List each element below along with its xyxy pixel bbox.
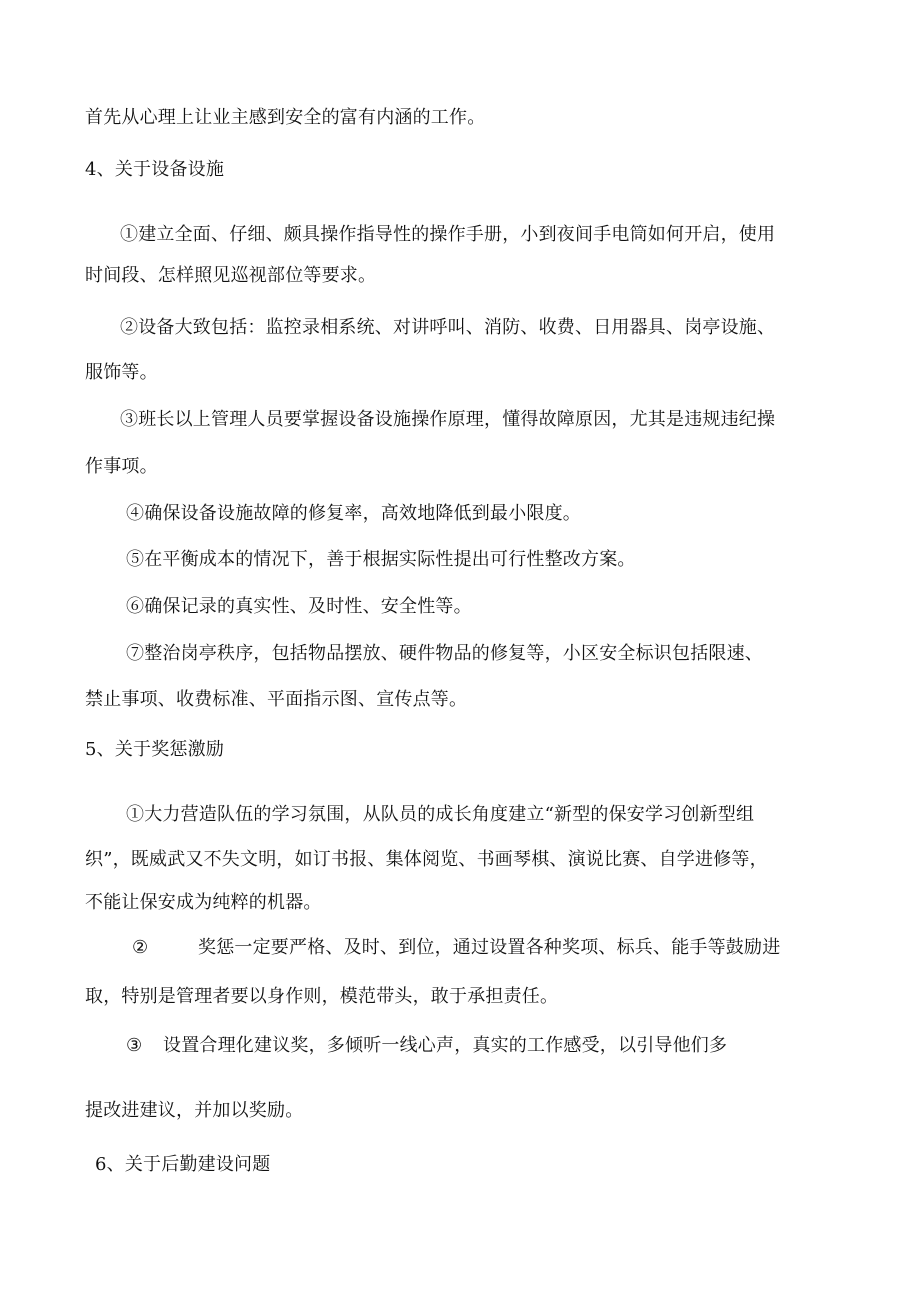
equipment-item-2-line-1: ②设备大致包括：监控录相系统、对讲呼叫、消防、收费、日用器具、岗亭设施、 <box>120 317 776 338</box>
equipment-item-3-line-2: 作事项。 <box>85 456 158 477</box>
equipment-item-6: ⑥确保记录的真实性、及时性、安全性等。 <box>126 596 472 617</box>
section-heading-rewards: 5、关于奖惩激励 <box>85 739 225 760</box>
reward-item-3-line-1: 设置合理化建议奖，多倾听一线心声，真实的工作感受，以引导他们多 <box>163 1035 728 1056</box>
equipment-item-3-line-1: ③班长以上管理人员要掌握设备设施操作原理，懂得故障原因，尤其是违规违纪操 <box>120 409 776 430</box>
reward-item-2-line-2: 取，特别是管理者要以身作则，模范带头，敢于承担责任。 <box>85 986 559 1007</box>
equipment-item-4: ④确保设备设施故障的修复率，高效地降低到最小限度。 <box>126 503 581 524</box>
reward-item-3-line-2: 提改进建议，并加以奖励。 <box>85 1100 304 1121</box>
equipment-item-7-line-1: ⑦整治岗亭秩序，包括物品摆放、硬件物品的修复等，小区安全标识包括限速、 <box>126 643 763 664</box>
reward-item-3-marker: ③ <box>126 1035 143 1056</box>
equipment-item-7-line-2: 禁止事项、收费标准、平面指示图、宣传点等。 <box>85 689 468 710</box>
reward-item-1-line-2: 织”，既威武又不失文明，如订书报、集体阅览、书画琴棋、演说比赛、自学进修等， <box>85 849 768 870</box>
reward-item-1-line-1: ①大力营造队伍的学习氛围，从队员的成长角度建立“新型的保安学习创新型组 <box>126 804 755 825</box>
section-heading-logistics: 6、关于后勤建设问题 <box>95 1154 271 1175</box>
equipment-item-1-line-2: 时间段、怎样照见巡视部位等要求。 <box>85 265 377 286</box>
section-heading-equipment: 4、关于设备设施 <box>85 159 225 180</box>
equipment-item-1-line-1: ①建立全面、仔细、颇具操作指导性的操作手册，小到夜间手电筒如何开启，使用 <box>120 224 776 245</box>
text-line-intro: 首先从心理上让业主感到安全的富有内涵的工作。 <box>85 107 486 128</box>
equipment-item-5: ⑤在平衡成本的情况下，善于根据实际性提出可行性整改方案。 <box>126 549 636 570</box>
equipment-item-2-line-2: 服饰等。 <box>85 362 158 383</box>
reward-item-2-marker: ② <box>132 937 149 958</box>
reward-item-1-line-3: 不能让保安成为纯粹的机器。 <box>85 892 322 913</box>
reward-item-2-line-1: 奖惩一定要严格、及时、到位，通过设置各种奖项、标兵、能手等鼓励进 <box>198 937 781 958</box>
